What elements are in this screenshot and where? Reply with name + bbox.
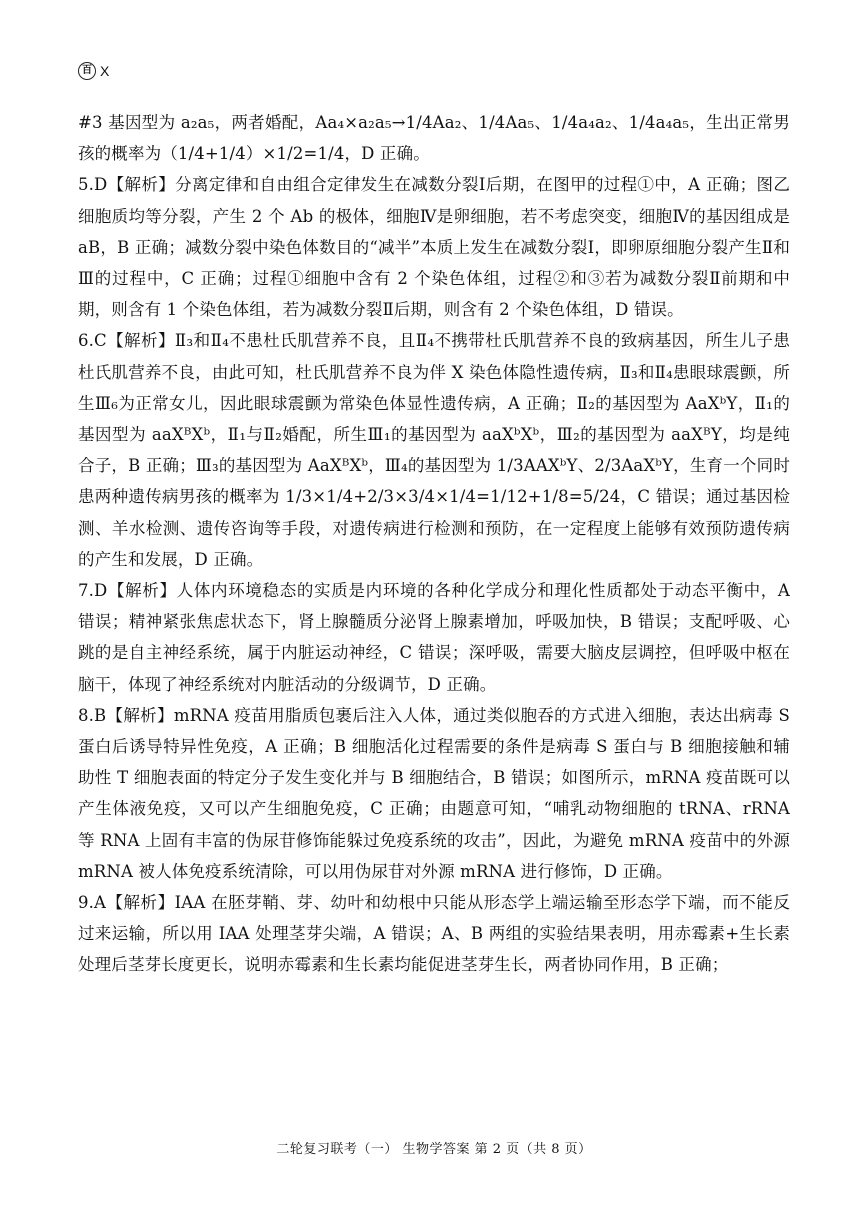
answer-paragraph: 8.B【解析】mRNA 疫苗用脂质包裹后注入人体，通过类似胞吞的方式进入细胞，表达出病毒 S 蛋白后诱导特异性免疫，A 正确；B 细胞活化过程需要的条件是病毒 S 蛋白与 B 细胞接触和辅助性 T 细胞表面的特定分子发生变化并与 B 细胞结合，B 错误；如图所示，mRNA 疫苗既可以产生体液免疫，又可以产生细胞免疫，C 正确；由题意可知，“哺乳动物细胞的 tRNA、rRNA 等 RNA 上固有丰富的伪尿苷修饰能躲过免疫系统的攻击”，因此，为避免 mRNA 疫苗中的外源 mRNA 被人体免疫系统清除，可以用伪尿苷对外源 mRNA 进行修饰，D 正确。 (78, 705, 790, 881)
answer-paragraph: 7.D【解析】人体内环境稳态的实质是内环境的各种化学成分和理化性质都处于动态平衡中，A 错误；精神紧张焦虑状态下，肾上腺髓质分泌肾上腺素增加，呼吸加快，B 错误；支配呼吸、心跳的是自主神经系统，属于内脏运动神经，C 错误；深呼吸，需要大脑皮层调控，但呼吸中枢在脑干，体现了神经系统对内脏活动的分级调节，D 正确。 (78, 581, 790, 694)
answer-paragraph: 9.A【解析】IAA 在胚芽鞘、芽、幼叶和幼根中只能从形态学上端运输至形态学下端，而不能反过来运输，所以用 IAA 处理茎芽尖端，A 错误；A、B 两组的实验结果表明，用赤霉素+生长素处理后茎芽长度更长，说明赤霉素和生长素均能促进茎芽生长，两者协同作用，B 正确； (78, 893, 790, 975)
answer-paragraph: 6.C【解析】Ⅱ₃和Ⅱ₄不患杜氏肌营养不良，且Ⅱ₄不携带杜氏肌营养不良的致病基因，所生儿子患杜氏肌营养不良，由此可知，杜氏肌营养不良为伴 X 染色体隐性遗传病，Ⅱ₃和Ⅱ₄患眼球震颤，所生Ⅲ₆为正常女儿，因此眼球震颤为常染色体显性遗传病，A 正确；Ⅱ₂的基因型为 AaXᵇY，Ⅱ₁的基因型为 aaXᴮXᵇ，Ⅱ₁与Ⅱ₂婚配，所生Ⅲ₁的基因型为 aaXᵇXᵇ，Ⅲ₂的基因型为 aaXᴮY，均是纯合子，B 正确；Ⅲ₃的基因型为 AaXᴮXᵇ，Ⅲ₄的基因型为 1/3AAXᵇY、2/3AaXᵇY，生育一个同时患两种遗传病男孩的概率为 1/3×1/4+2/3×3/4×1/4=1/12+1/8=5/24，C 错误；通过基因检测、羊水检测、遗传咨询等手段，对遗传病进行检测和预防，在一定程度上能够有效预防遗传病的产生和发展，D 正确。 (78, 331, 790, 569)
answer-content (78, 107, 790, 981)
logo-text: X (100, 63, 110, 79)
publisher-logo (78, 62, 109, 80)
answer-paragraph: 5.D【解析】分离定律和自由组合定律发生在减数分裂Ⅰ后期，在图甲的过程①中，A 正确；图乙细胞质均等分裂，产生 2 个 Ab 的极体，细胞Ⅳ是卵细胞，若不考虑突变，细胞Ⅳ的基因组成是 aB，B 正确；减数分裂中染色体数目的“减半”本质上发生在减数分裂Ⅰ，即卵原细胞分裂产生Ⅱ和Ⅲ的过程中，C 正确；过程①细胞中含有 2 个染色体组，过程②和③若为减数分裂Ⅱ前期和中期，则含有 1 个染色体组，若为减数分裂Ⅱ后期，则含有 2 个染色体组，D 错误。 (78, 175, 790, 320)
answer-paragraph: #3 基因型为 a₂a₅，两者婚配，Aa₄×a₂a₅→1/4Aa₂、1/4Aa₅、1/4a₄a₂、1/4a₄a₅，生出正常男孩的概率为（1/4+1/4）×1/2=1/4，D 正确。 (78, 113, 790, 164)
page-footer: 二轮复习联考（一） 生物学答案 第 2 页（共 8 页） (276, 1142, 592, 1157)
logo-seal: 百 (78, 62, 96, 80)
